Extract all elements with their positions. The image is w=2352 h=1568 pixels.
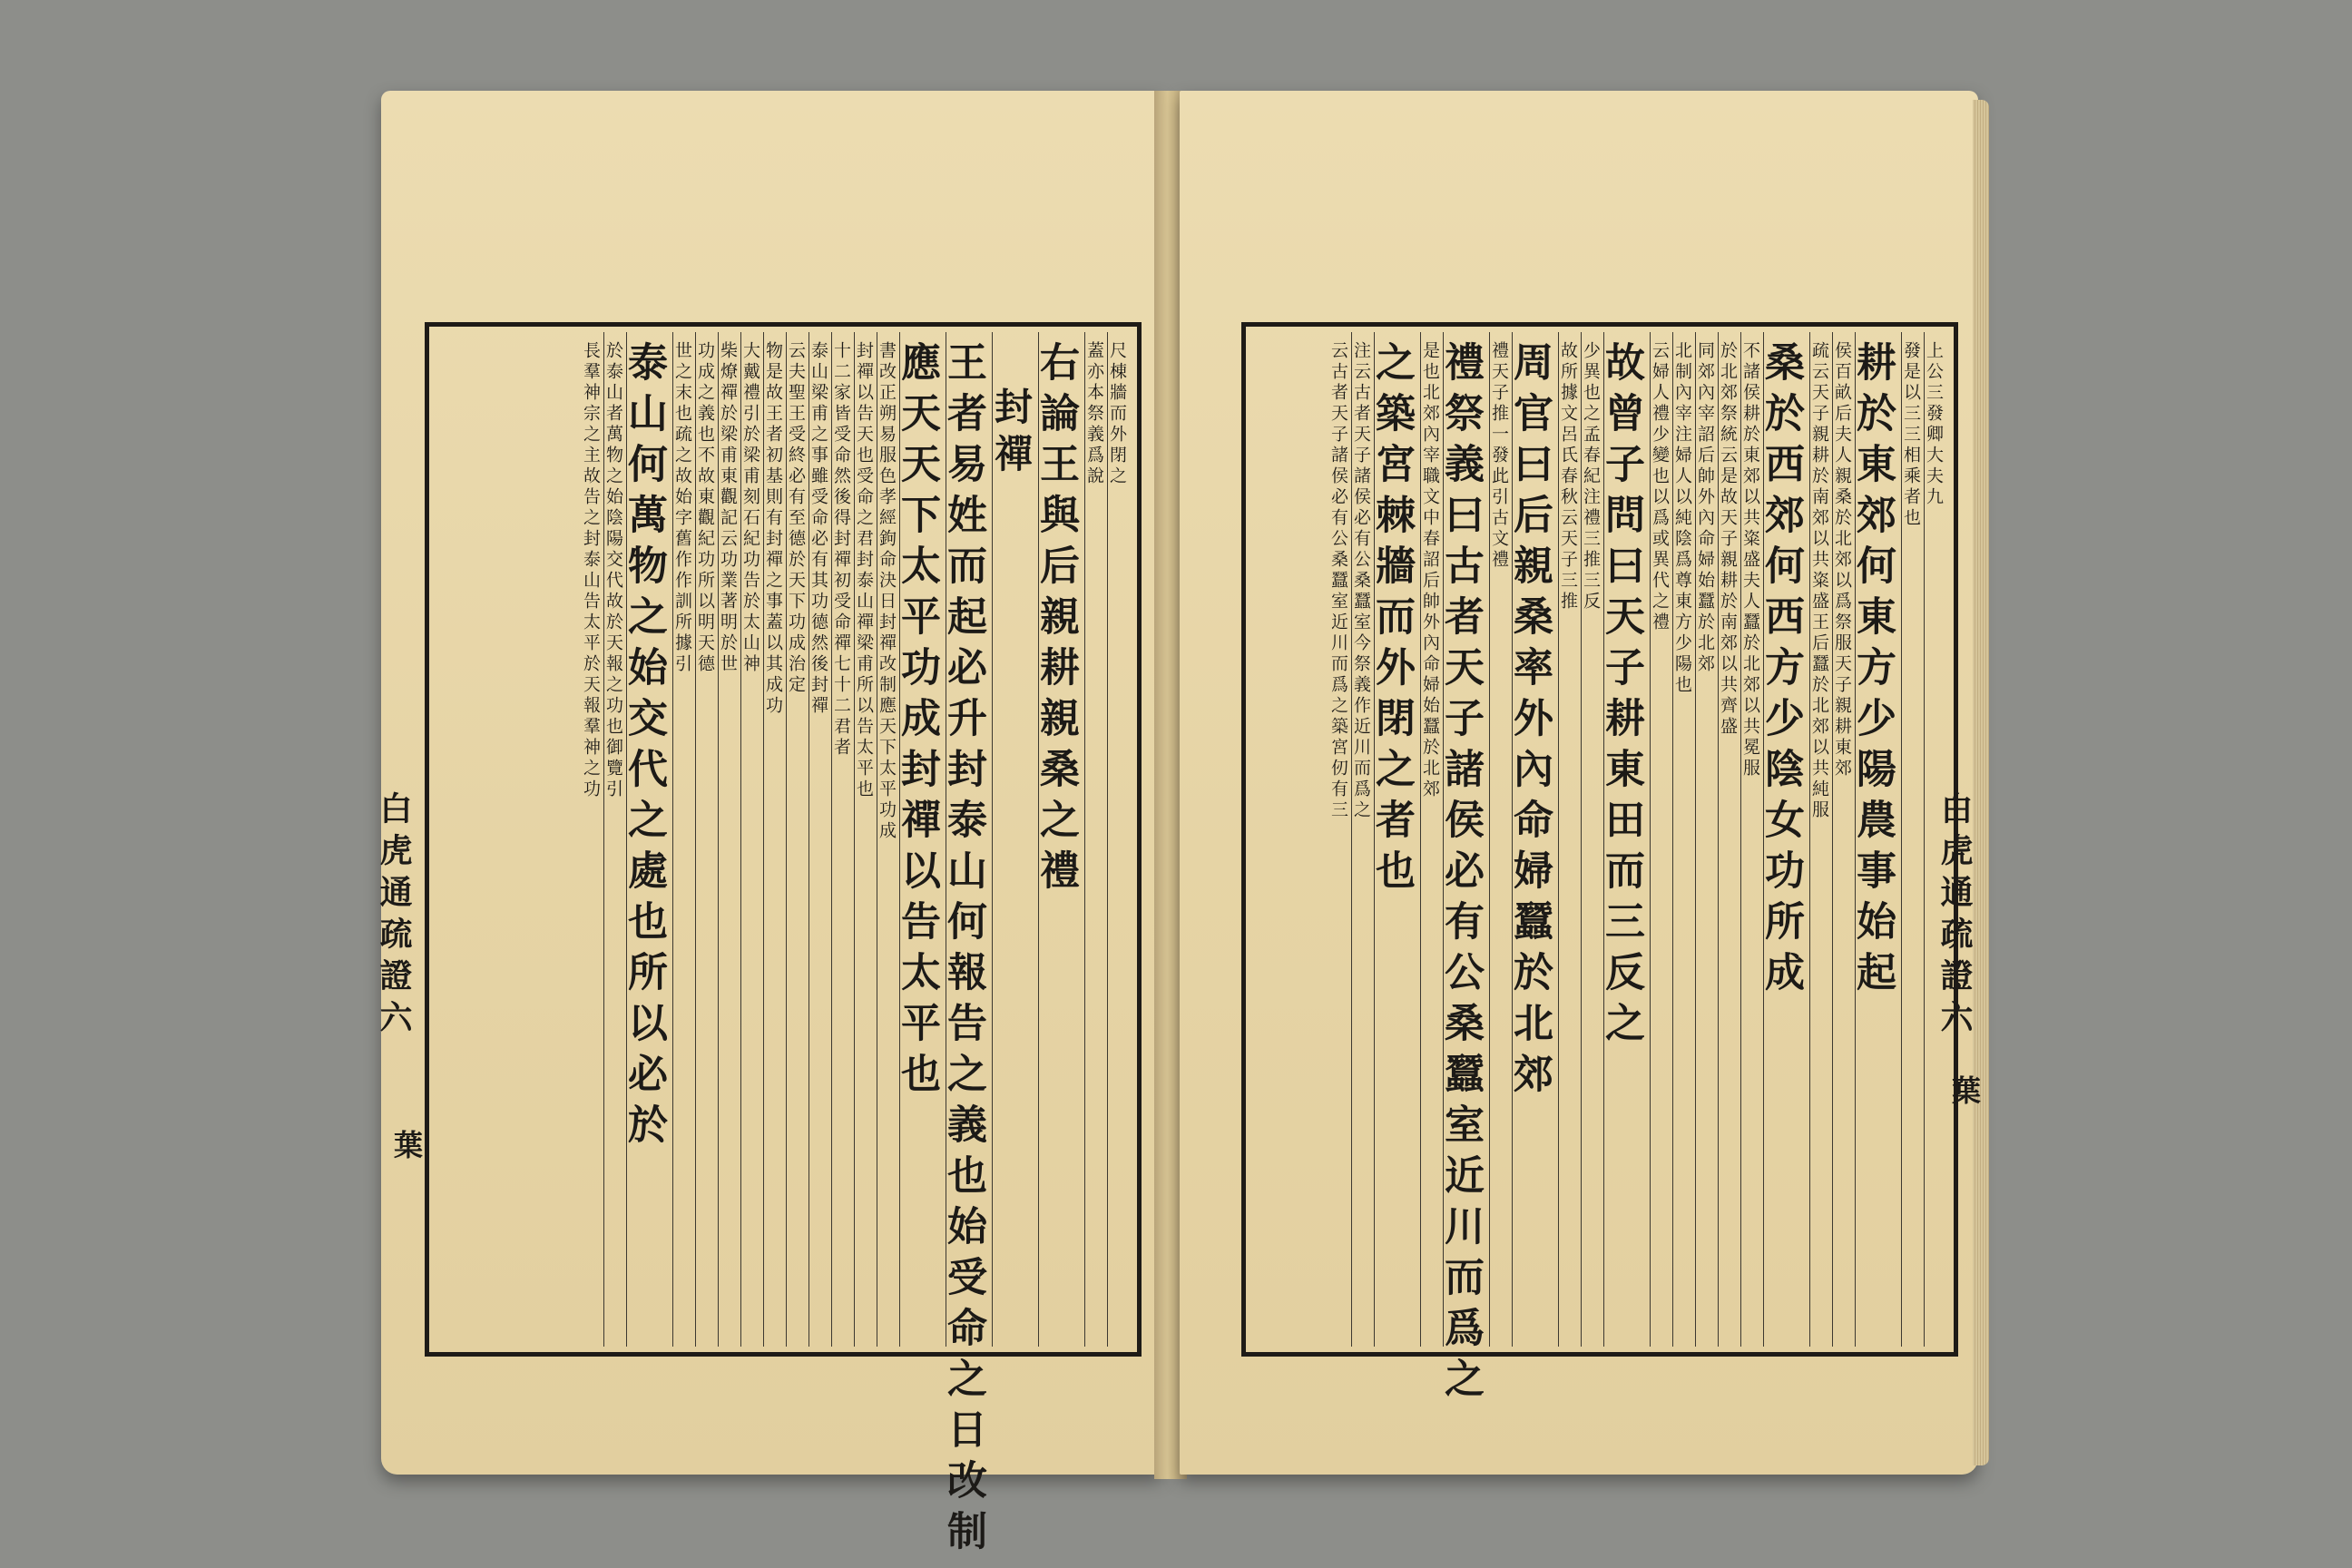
left-column: 泰山何萬物之始交代之處也所以必於 bbox=[626, 332, 672, 1347]
right-spine-label: 白虎通疏證六 bbox=[1936, 791, 1974, 1042]
right-column: 少異也之孟春紀注禮三推三反 bbox=[1581, 332, 1603, 1347]
left-column: 於泰山者萬物之始陰陽交代故於天報之功也御覽引 bbox=[603, 332, 626, 1347]
left-column: 封禪以告天也受命之君封泰山禪梁甫所以告太平也 bbox=[854, 332, 877, 1347]
right-column: 侯百畝后夫人親桑於北郊以爲祭服天子親耕東郊 bbox=[1832, 332, 1855, 1347]
right-folio: 葉 bbox=[1947, 1075, 1982, 1104]
left-column: 書改正朔易服色孝經鉤命決日封禪改制應天下太平功成 bbox=[877, 332, 899, 1347]
left-column: 封禪 bbox=[992, 332, 1038, 1347]
left-column: 泰山梁甫之事雖受命必有其功德然後封禪 bbox=[808, 332, 831, 1347]
left-column: 大戴禮引於梁甫刻石紀功告於太山神 bbox=[740, 332, 763, 1347]
right-page bbox=[1180, 91, 1978, 1475]
right-column: 周官曰后親桑率外內命婦蠶於北郊 bbox=[1512, 332, 1558, 1347]
left-column: 尺棟牆而外閉之 bbox=[1107, 332, 1130, 1347]
left-column: 應天天下太平功成封禪以告太平也 bbox=[899, 332, 946, 1347]
book-spread bbox=[375, 91, 1982, 1561]
left-column: 物是故王者初基則有封禪之事蓋以其成功 bbox=[763, 332, 786, 1347]
left-column: 世之末也疏之故始字舊作作訓所據引 bbox=[672, 332, 695, 1347]
left-column: 蓋亦本祭義爲說 bbox=[1084, 332, 1107, 1347]
left-column: 長羣神宗之主故告之封泰山告太平於天報羣神之功 bbox=[581, 341, 601, 800]
right-column: 不諸侯耕於東郊以共粢盛夫人蠶於北郊以共冕服 bbox=[1740, 332, 1763, 1347]
right-column: 故所據文呂氏春秋云天子三推 bbox=[1558, 332, 1581, 1347]
left-column: 云夫聖王受終必有至德於天下功成治定 bbox=[786, 332, 808, 1347]
right-column: 禮祭義曰古者天子諸侯必有公桑蠶室近川而爲之 bbox=[1443, 332, 1489, 1347]
right-column: 同郊內宰詔后帥外內命婦始蠶於北郊 bbox=[1695, 332, 1718, 1347]
left-folio: 葉 bbox=[389, 1130, 424, 1159]
right-column: 是也北郊內宰職文中春詔后帥外內命婦始蠶於北郊 bbox=[1420, 332, 1443, 1347]
left-column: 功成之義也不故東觀紀功所以明天德 bbox=[695, 332, 718, 1347]
right-column: 云婦人禮少變也以爲或異代之禮 bbox=[1650, 332, 1672, 1347]
left-page bbox=[375, 91, 1161, 1561]
left-column: 十二家皆受命然後得封禪初受命禪七十二君者 bbox=[831, 332, 854, 1347]
right-column: 桑於西郊何西方少陰女功所成 bbox=[1763, 332, 1809, 1347]
right-column: 注云古者天子諸侯必有公桑蠶室今祭義作近川而爲之 bbox=[1351, 332, 1374, 1347]
right-column: 疏云天子親耕於南郊以共粢盛王后蠶於北郊以共純服 bbox=[1809, 332, 1832, 1347]
right-column: 故曾子問曰天子耕東田而三反之 bbox=[1603, 332, 1650, 1347]
right-column: 云古者天子諸侯必有公桑蠶室近川而爲之築宮仞有三 bbox=[1328, 341, 1348, 821]
right-column: 發是以三三相乘者也 bbox=[1901, 332, 1924, 1347]
left-column: 柴燎禪於梁甫東觀記云功業著明於世 bbox=[718, 332, 740, 1347]
right-column: 之築宮棘牆而外閉之者也 bbox=[1374, 332, 1420, 1347]
right-column: 上公三發卿大夫九 bbox=[1924, 332, 1946, 1347]
right-column: 北制內宰注婦人以純陰爲尊東方少陽也 bbox=[1672, 332, 1695, 1347]
right-text-frame bbox=[1241, 322, 1958, 1408]
right-column: 於北郊祭統云是故天子親耕於南郊以共齊盛 bbox=[1718, 332, 1740, 1347]
left-column: 右論王與后親耕親桑之禮 bbox=[1038, 332, 1084, 1347]
left-text-frame bbox=[425, 322, 1142, 1561]
left-spine-label: 白虎通疏證六 bbox=[375, 791, 413, 1042]
right-column: 耕於東郊何東方少陽農事始起 bbox=[1855, 332, 1901, 1347]
right-column: 禮天子推一發此引古文禮 bbox=[1489, 332, 1512, 1347]
left-column: 王者易姓而起必升封泰山何報告之義也始受命之日改制 bbox=[946, 332, 992, 1347]
